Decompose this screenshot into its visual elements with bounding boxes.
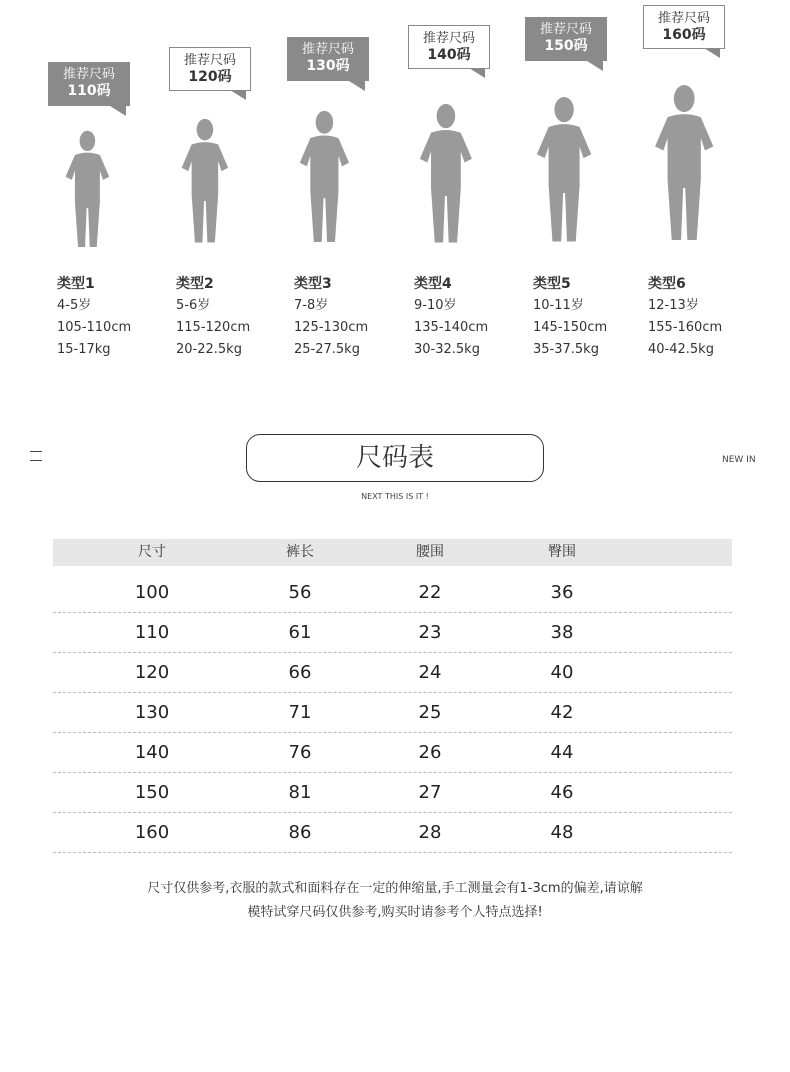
type-info (533, 273, 607, 361)
cell-waist: 23 (418, 622, 442, 643)
type-weight: 40-42.5kg (648, 342, 714, 357)
type-name: 类型6 (648, 276, 686, 292)
type-info (648, 273, 722, 361)
type-age: 10-11岁 (533, 298, 584, 313)
table-row (53, 572, 732, 613)
cell-pants-length: 56 (288, 582, 312, 603)
recommended-size-bubble (48, 62, 130, 106)
bubble-label: 推荐尺码 (657, 11, 710, 26)
double-line-mark (30, 451, 42, 463)
type-height: 125-130cm (294, 320, 369, 335)
bubble-size: 130码 (306, 58, 350, 74)
header-hip: 臀围 (548, 544, 576, 560)
type-weight: 35-37.5kg (533, 342, 599, 357)
child-silhouette-icon (64, 130, 111, 251)
cell-hip: 42 (550, 702, 574, 723)
bubble-tail (469, 68, 485, 78)
cell-pants-length: 76 (288, 742, 312, 763)
bubble-label: 推荐尺码 (539, 22, 592, 37)
type-weight: 30-32.5kg (414, 342, 480, 357)
type-weight: 25-27.5kg (294, 342, 360, 357)
type-age: 5-6岁 (176, 298, 211, 313)
recommended-size-bubble (643, 5, 725, 49)
cell-pants-length: 86 (288, 822, 312, 843)
cell-size: 130 (134, 702, 170, 723)
cell-waist: 27 (418, 782, 442, 803)
type-age: 12-13岁 (648, 298, 699, 313)
cell-size: 160 (134, 822, 170, 843)
type-weight: 20-22.5kg (176, 342, 242, 357)
child-silhouette-icon (418, 103, 474, 247)
size-table-header (53, 539, 732, 566)
bubble-tail (587, 61, 603, 71)
bubble-tail (349, 81, 365, 91)
cell-waist: 26 (418, 742, 442, 763)
type-info (176, 273, 250, 361)
child-silhouette-icon (180, 118, 230, 247)
type-age: 4-5岁 (57, 298, 92, 313)
header-pants-length: 裤长 (286, 544, 314, 560)
cell-size: 100 (134, 582, 170, 603)
table-row (53, 652, 732, 693)
bubble-label: 推荐尺码 (62, 67, 115, 82)
table-row (53, 692, 732, 733)
header-waist: 腰围 (416, 544, 444, 560)
cell-waist: 24 (418, 662, 442, 683)
cell-pants-length: 66 (288, 662, 312, 683)
cell-hip: 36 (550, 582, 574, 603)
cell-pants-length: 61 (288, 622, 312, 643)
header-size: 尺寸 (138, 544, 166, 560)
bubble-size: 160码 (662, 27, 706, 43)
cell-hip: 48 (550, 822, 574, 843)
cell-hip: 46 (550, 782, 574, 803)
bubble-label: 推荐尺码 (301, 42, 354, 57)
cell-pants-length: 71 (288, 702, 312, 723)
bubble-label: 推荐尺码 (422, 31, 475, 46)
bubble-label: 推荐尺码 (183, 53, 236, 68)
type-name: 类型1 (57, 276, 95, 292)
recommended-size-bubble (287, 37, 369, 81)
cell-hip: 40 (550, 662, 574, 683)
size-chart-title: 尺码表 (246, 434, 544, 482)
type-info (414, 273, 488, 361)
recommended-size-bubble (408, 25, 490, 69)
type-name: 类型3 (294, 276, 332, 292)
child-silhouette-icon (298, 110, 351, 246)
recommended-size-bubble (169, 47, 251, 91)
type-age: 9-10岁 (414, 298, 457, 313)
bubble-tail (110, 106, 126, 116)
cell-hip: 44 (550, 742, 574, 763)
type-name: 类型5 (533, 276, 571, 292)
table-row (53, 732, 732, 773)
type-height: 135-140cm (414, 320, 489, 335)
table-row (53, 612, 732, 653)
type-age: 7-8岁 (294, 298, 329, 313)
bubble-tail (704, 48, 720, 58)
measurement-note: 尺寸仅供参考,衣服的款式和面料存在一定的伸缩量,手工测量会有1-3cm的偏差,请谅解 (147, 881, 643, 896)
cell-size: 150 (134, 782, 170, 803)
bubble-size: 120码 (188, 69, 232, 85)
cell-size: 120 (134, 662, 170, 683)
cell-waist: 28 (418, 822, 442, 843)
table-row (53, 772, 732, 813)
type-weight: 15-17kg (57, 342, 111, 357)
cell-waist: 25 (418, 702, 442, 723)
type-height: 105-110cm (57, 320, 132, 335)
child-silhouette-icon (653, 84, 715, 245)
type-info (294, 273, 368, 361)
bubble-tail (230, 90, 246, 100)
type-name: 类型2 (176, 276, 214, 292)
cell-hip: 38 (550, 622, 574, 643)
type-info (57, 273, 131, 361)
type-height: 155-160cm (648, 320, 723, 335)
recommended-size-bubble (525, 17, 607, 61)
bubble-size: 140码 (427, 47, 471, 63)
bubble-size: 110码 (67, 83, 111, 99)
type-height: 145-150cm (533, 320, 608, 335)
cell-pants-length: 81 (288, 782, 312, 803)
new-in-label: NEW IN (722, 455, 756, 465)
cell-size: 140 (134, 742, 170, 763)
cell-waist: 22 (418, 582, 442, 603)
fitting-note: 模特试穿尺码仅供参考,购买时请参考个人特点选择! (247, 905, 543, 920)
section-subtitle: NEXT THIS IS IT ! (361, 492, 429, 501)
table-row (53, 812, 732, 853)
type-name: 类型4 (414, 276, 452, 292)
cell-size: 110 (134, 622, 170, 643)
child-silhouette-icon (535, 96, 593, 246)
bubble-size: 150码 (544, 38, 588, 54)
type-height: 115-120cm (176, 320, 251, 335)
